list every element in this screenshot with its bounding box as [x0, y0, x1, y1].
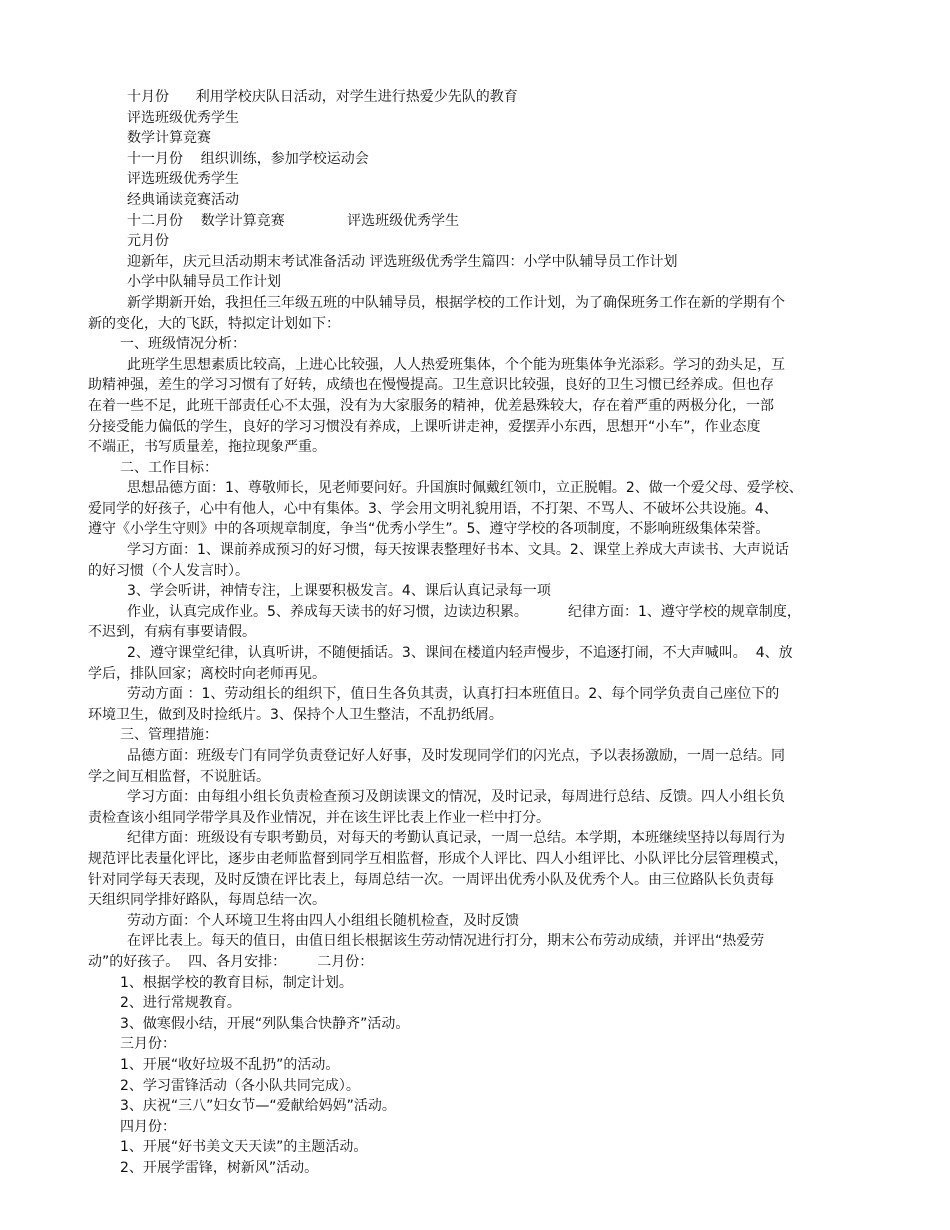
text-line: 针对同学每天表现，及时反馈在评比表上，每周总结一次。一周评出优秀小队及优秀个人。由三位路队长负责每 — [88, 871, 774, 888]
text-line: 评选班级优秀学生 — [127, 171, 239, 188]
document-body — [0, 87, 950, 1178]
text-line: 动”的好孩子。 四、各月安排： 二月份： — [88, 953, 374, 970]
text-line: 分接受能力偏低的学生，良好的学习习惯没有养成，上课听讲走神，爱摆弄小东西，思想开“小车”，作业态度 — [88, 418, 761, 435]
text-line: 2、遵守课堂纪律，认真听讲，不随便插话。3、课间在楼道内轻声慢步，不追逐打闹，不大声喊叫。 4、放 — [127, 645, 793, 662]
text-line: 责检查该小组同学带学具及作业情况，并在该生评比表上作业一栏中打分。 — [88, 809, 550, 826]
text-line: 遵守《小学生守则》中的各项规章制度，争当“优秀小学生”。5、遵守学校的各项制度，不影响班级集体荣誉。 — [88, 521, 770, 538]
text-line: 不端正，书写质量差，拖拉现象严重。 — [88, 439, 326, 456]
text-line: 学后，排队回家；离校时向老师再见。 — [88, 665, 326, 682]
text-line: 品德方面：班级专门有同学负责登记好人好事，及时发现同学们的闪光点，予以表扬激励，一周一总结。同 — [127, 748, 785, 764]
text-line: 一、班级情况分析： — [120, 336, 246, 353]
text-line: 评选班级优秀学生 — [127, 109, 239, 126]
text-line: 元月份 — [127, 233, 169, 250]
text-line: 1、开展“收好垃圾不乱扔”的活动。 — [120, 1056, 340, 1073]
text-line: 纪律方面：班级设有专职考勤员，对每天的考勤认真记录，一周一总结。本学期，本班继续坚持以每周行为 — [127, 830, 785, 847]
text-line: 十二月份 数学计算竞赛 评选班级优秀学生 — [127, 212, 460, 229]
text-line: 劳动方面：个人环境卫生将由四人小组组长随机检查，及时反馈 — [127, 912, 519, 929]
text-line: 劳动方面 ：1、劳动组长的组织下，值日生各负其责，认真打扫本班值日。2、每个同学负责自己座位下的 — [127, 686, 780, 703]
text-line: 迎新年，庆元旦活动期末考试准备活动 评选班级优秀学生篇四：小学中队辅导员工作计划 — [127, 253, 678, 270]
text-line: 三月份： — [120, 1036, 176, 1053]
text-line: 四月份： — [120, 1118, 176, 1135]
text-line: 数学计算竞赛 — [127, 130, 211, 147]
text-line: 助精神强，差生的学习习惯有了好转，成绩也在慢慢提高。卫生意识比较强，良好的卫生习惯已经养成。但也存 — [88, 377, 774, 394]
text-line: 思想品德方面：1、尊敬师长，见老师要问好。升国旗时佩戴红领巾，立正脱帽。2、做一个爱父母、爱学校、 — [127, 480, 803, 497]
text-line: 的好习惯（个人发言时）。 — [88, 562, 249, 579]
text-line: 规范评比表量化评比，逐步由老师监督到同学互相监督，形成个人评比、四人小组评比、小队评比分层管理模式， — [88, 850, 788, 867]
text-line: 在评比表上。每天的值日，由值日组长根据该生劳动情况进行打分，期末公布劳动成绩，并评出“热爱劳 — [127, 933, 765, 950]
text-line: 1、根据学校的教育目标，制定计划。 — [120, 974, 353, 991]
text-line: 经典诵读竞赛活动 — [127, 191, 239, 208]
text-line: 环境卫生，做到及时捡纸片。3、保持个人卫生整洁，不乱扔纸屑。 — [88, 706, 503, 723]
text-line: 二、工作目标： — [120, 459, 218, 476]
text-line: 2、学习雷锋活动（各小队共同完成）。 — [120, 1077, 360, 1094]
text-line: 十月份 利用学校庆队日活动，对学生进行热爱少先队的教育 — [127, 89, 518, 105]
text-line: 3、庆祝“三八”妇女节—“爱献给妈妈”活动。 — [120, 1098, 396, 1115]
text-line: 作业，认真完成作业。5、养成每天读书的好习惯，边读边积累。 纪律方面：1、遵守学校的规章制度， — [127, 603, 801, 620]
text-line: 三、管理措施： — [120, 727, 218, 744]
text-line: 2、开展学雷锋，树新风”活动。 — [120, 1159, 319, 1176]
text-line: 十一月份 组织训练，参加学校运动会 — [127, 150, 369, 167]
text-line: 2、进行常规教育。 — [120, 995, 241, 1012]
text-line: 爱同学的好孩子，心中有他人，心中有集体。3、学会用文明礼貌用语，不打架、不骂人、不破坏公共设施。4、 — [88, 500, 778, 517]
text-line: 学习方面：1、课前养成预习的好习惯，每天按课表整理好书本、文具。2、课堂上养成大声读书、大声说话 — [127, 542, 789, 559]
text-line: 新学期新开始，我担任三年级五班的中队辅导员，根据学校的工作计划，为了确保班务工作在新的学期有个 — [127, 294, 785, 311]
text-line: 此班学生思想素质比较高，上进心比较强，人人热爱班集体，个个能为班集体争光添彩。学习的劲头足，互 — [127, 356, 785, 373]
text-line: 天组织同学排好路队，每周总结一次。 — [88, 892, 326, 909]
text-line: 小学中队辅导员工作计划 — [127, 274, 281, 291]
text-line: 不迟到，有病有事要请假。 — [88, 624, 256, 641]
text-line: 学之间互相监督，不说脏话。 — [88, 768, 270, 785]
text-line: 在着一些不足，此班干部责任心不太强，没有为大家服务的精神，优差悬殊较大，存在着严重的两极分化，一部 — [88, 397, 774, 414]
text-line: 3、做寒假小结，开展“列队集合快静齐”活动。 — [120, 1015, 410, 1032]
text-line: 新的变化，大的飞跃，特拟定计划如下： — [88, 315, 340, 332]
text-line: 学习方面：由每组小组长负责检查预习及朗读课文的情况，及时记录，每周进行总结、反馈。四人小组长负 — [127, 789, 785, 806]
text-line: 1、开展“好书美文天天读”的主题活动。 — [120, 1139, 368, 1156]
text-line: 3、学会听讲，神情专注，上课要积极发言。4、课后认真记录每一项 — [127, 583, 551, 600]
